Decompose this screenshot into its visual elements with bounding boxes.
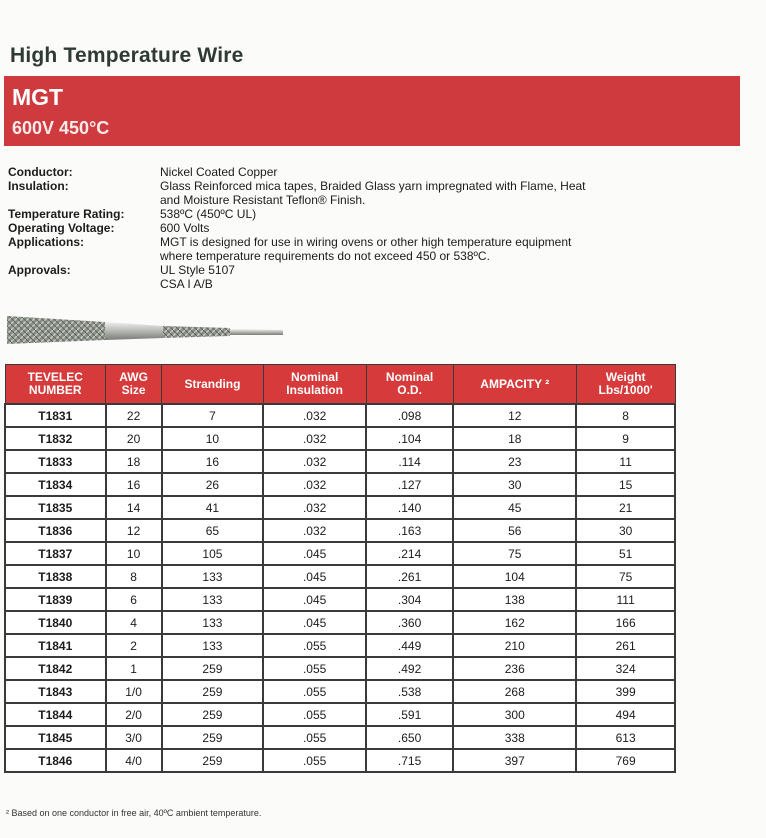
table-header-row: [5, 365, 675, 405]
cell-stranding: 133: [162, 588, 264, 611]
cell-nominal-insulation: .045: [263, 565, 366, 588]
cell-nominal-od: .214: [366, 542, 453, 565]
cell-nominal-insulation: .032: [263, 473, 366, 496]
cell-number: T1839: [5, 588, 106, 611]
cell-stranding: 16: [162, 450, 264, 473]
cell-stranding: 133: [162, 611, 264, 634]
table-row: [5, 680, 675, 703]
cell-nominal-insulation: .045: [263, 611, 366, 634]
spec-value: [160, 207, 648, 221]
cell-nominal-od: .127: [366, 473, 453, 496]
cell-awg-size: 1/0: [106, 680, 162, 703]
cell-awg-size: 12: [106, 519, 162, 542]
cell-ampacity: 210: [453, 634, 576, 657]
cell-awg-size: 4/0: [106, 749, 162, 772]
cell-ampacity: 268: [453, 680, 576, 703]
table-row: [5, 473, 675, 496]
cell-ampacity: 12: [453, 404, 576, 427]
cell-nominal-insulation: .055: [263, 657, 366, 680]
cell-ampacity: 397: [453, 749, 576, 772]
cell-awg-size: 8: [106, 565, 162, 588]
cell-stranding: 259: [162, 680, 264, 703]
cell-stranding: 26: [162, 473, 264, 496]
cell-nominal-od: .715: [366, 749, 453, 772]
cell-ampacity: 338: [453, 726, 576, 749]
cell-weight: 261: [576, 634, 675, 657]
spec-value-line: CSA I A/B: [160, 277, 213, 291]
spec-label: Operating Voltage:: [8, 221, 115, 235]
cell-nominal-od: .098: [366, 404, 453, 427]
cell-ampacity: 138: [453, 588, 576, 611]
cell-stranding: 41: [162, 496, 264, 519]
cell-weight: 51: [576, 542, 675, 565]
cell-nominal-od: .591: [366, 703, 453, 726]
table-row: [5, 496, 675, 519]
spec-list: [8, 165, 648, 291]
cell-nominal-insulation: .032: [263, 496, 366, 519]
cell-nominal-insulation: .045: [263, 588, 366, 611]
cell-stranding: 259: [162, 657, 264, 680]
wire-spec-table: [4, 364, 676, 773]
cell-nominal-od: .650: [366, 726, 453, 749]
cell-awg-size: 16: [106, 473, 162, 496]
spec-value-line: 538ºC (450ºC UL): [160, 207, 257, 221]
column-header-awg-size: AWG Size: [106, 365, 162, 405]
cell-ampacity: 162: [453, 611, 576, 634]
cell-ampacity: 236: [453, 657, 576, 680]
cell-nominal-od: .538: [366, 680, 453, 703]
spec-value: [160, 221, 648, 235]
cell-stranding: 259: [162, 703, 264, 726]
cell-number: T1831: [5, 404, 106, 427]
cell-nominal-insulation: .032: [263, 519, 366, 542]
cell-number: T1846: [5, 749, 106, 772]
column-header-number: TEVELEC NUMBER: [5, 365, 106, 405]
spec-label: Insulation:: [8, 179, 69, 193]
column-header-nominal-od: Nominal O.D.: [366, 365, 453, 405]
cell-weight: 166: [576, 611, 675, 634]
cell-number: T1842: [5, 657, 106, 680]
spec-row: [8, 235, 648, 263]
cell-nominal-insulation: .045: [263, 542, 366, 565]
cell-weight: 75: [576, 565, 675, 588]
cell-number: T1833: [5, 450, 106, 473]
spec-value-line: UL Style 5107: [160, 263, 235, 277]
spec-value-line: and Moisture Resistant Teflon® Finish.: [160, 193, 366, 207]
cell-nominal-od: .449: [366, 634, 453, 657]
cell-number: T1845: [5, 726, 106, 749]
cell-weight: 11: [576, 450, 675, 473]
spec-row: [8, 165, 648, 179]
cell-awg-size: 2: [106, 634, 162, 657]
table-row: [5, 588, 675, 611]
table-row: [5, 703, 675, 726]
inner-braid-shape: [163, 326, 230, 338]
cell-weight: 15: [576, 473, 675, 496]
conductor-shape: [230, 329, 283, 335]
cell-weight: 324: [576, 657, 675, 680]
column-header-stranding: Stranding: [162, 365, 264, 405]
cell-nominal-insulation: .032: [263, 427, 366, 450]
cell-number: T1836: [5, 519, 106, 542]
table-row: [5, 611, 675, 634]
cell-number: T1832: [5, 427, 106, 450]
spec-value: [160, 165, 648, 179]
cell-number: T1843: [5, 680, 106, 703]
table-row: [5, 565, 675, 588]
cell-nominal-insulation: .032: [263, 404, 366, 427]
cell-ampacity: 300: [453, 703, 576, 726]
cell-ampacity: 30: [453, 473, 576, 496]
column-header-ampacity: AMPACITY ²: [453, 365, 576, 405]
cell-awg-size: 20: [106, 427, 162, 450]
column-header-weight: Weight Lbs/1000': [576, 365, 675, 405]
cell-nominal-od: .492: [366, 657, 453, 680]
cell-stranding: 133: [162, 634, 264, 657]
cell-stranding: 105: [162, 542, 264, 565]
cell-nominal-insulation: .032: [263, 450, 366, 473]
spec-value: [160, 179, 648, 207]
spec-value-line: 600 Volts: [160, 221, 210, 235]
cell-nominal-insulation: .055: [263, 680, 366, 703]
cell-weight: 21: [576, 496, 675, 519]
cell-stranding: 259: [162, 749, 264, 772]
cell-number: T1844: [5, 703, 106, 726]
spec-value-line: where temperature requirements do not exceed 450 or 538ºC.: [160, 249, 490, 263]
product-banner: [4, 76, 740, 146]
braided-jacket-shape: [7, 316, 105, 344]
table-row: [5, 542, 675, 565]
cell-ampacity: 56: [453, 519, 576, 542]
cell-ampacity: 23: [453, 450, 576, 473]
spec-value: [160, 263, 648, 291]
cell-nominal-od: .140: [366, 496, 453, 519]
spec-row: [8, 221, 648, 235]
table-row: [5, 450, 675, 473]
page-title: High Temperature Wire: [10, 44, 244, 67]
cell-weight: 9: [576, 427, 675, 450]
cell-weight: 399: [576, 680, 675, 703]
cell-awg-size: 18: [106, 450, 162, 473]
table-row: [5, 404, 675, 427]
cell-nominal-od: .304: [366, 588, 453, 611]
product-model: MGT: [12, 84, 64, 110]
cell-awg-size: 3/0: [106, 726, 162, 749]
cell-nominal-insulation: .055: [263, 634, 366, 657]
cell-nominal-insulation: .055: [263, 703, 366, 726]
table-body: [5, 404, 675, 772]
column-header-nominal-insulation: Nominal Insulation: [263, 365, 366, 405]
cell-weight: 8: [576, 404, 675, 427]
footnote: ² Based on one conductor in free air, 40ºC ambient temperature.: [6, 808, 262, 818]
cell-number: T1834: [5, 473, 106, 496]
spec-label: Temperature Rating:: [8, 207, 125, 221]
cell-ampacity: 104: [453, 565, 576, 588]
cell-ampacity: 75: [453, 542, 576, 565]
cell-stranding: 7: [162, 404, 264, 427]
cell-ampacity: 18: [453, 427, 576, 450]
cell-awg-size: 2/0: [106, 703, 162, 726]
cell-nominal-od: .114: [366, 450, 453, 473]
cell-nominal-od: .104: [366, 427, 453, 450]
spec-value: [160, 235, 648, 263]
cell-number: T1840: [5, 611, 106, 634]
cell-weight: 769: [576, 749, 675, 772]
spec-label: Conductor:: [8, 165, 73, 179]
spec-value-line: MGT is designed for use in wiring ovens or other high temperature equipment: [160, 235, 572, 249]
spec-row: [8, 179, 648, 207]
cell-awg-size: 1: [106, 657, 162, 680]
table-row: [5, 634, 675, 657]
cell-stranding: 133: [162, 565, 264, 588]
cell-stranding: 65: [162, 519, 264, 542]
product-rating: 600V 450°C: [12, 118, 110, 138]
cell-number: T1841: [5, 634, 106, 657]
cell-weight: 494: [576, 703, 675, 726]
cell-nominal-od: .163: [366, 519, 453, 542]
cell-awg-size: 10: [106, 542, 162, 565]
cell-stranding: 10: [162, 427, 264, 450]
cell-weight: 30: [576, 519, 675, 542]
cell-ampacity: 45: [453, 496, 576, 519]
cell-awg-size: 22: [106, 404, 162, 427]
cell-number: T1835: [5, 496, 106, 519]
cable-image: [5, 312, 285, 346]
spec-label: Approvals:: [8, 263, 71, 277]
table-row: [5, 519, 675, 542]
cell-nominal-od: .360: [366, 611, 453, 634]
table-row: [5, 657, 675, 680]
table-row: [5, 749, 675, 772]
cell-weight: 613: [576, 726, 675, 749]
cell-number: T1837: [5, 542, 106, 565]
cell-nominal-od: .261: [366, 565, 453, 588]
table-row: [5, 726, 675, 749]
table-row: [5, 427, 675, 450]
cell-awg-size: 4: [106, 611, 162, 634]
cell-awg-size: 14: [106, 496, 162, 519]
mica-tape-shape: [105, 322, 163, 340]
cell-nominal-insulation: .055: [263, 726, 366, 749]
cell-number: T1838: [5, 565, 106, 588]
spec-value-line: Glass Reinforced mica tapes, Braided Glass yarn impregnated with Flame, Heat: [160, 179, 586, 193]
spec-row: [8, 263, 648, 291]
spec-row: [8, 207, 648, 221]
cell-stranding: 259: [162, 726, 264, 749]
cell-nominal-insulation: .055: [263, 749, 366, 772]
spec-label: Applications:: [8, 235, 85, 249]
cell-awg-size: 6: [106, 588, 162, 611]
cell-weight: 111: [576, 588, 675, 611]
spec-value-line: Nickel Coated Copper: [160, 165, 278, 179]
